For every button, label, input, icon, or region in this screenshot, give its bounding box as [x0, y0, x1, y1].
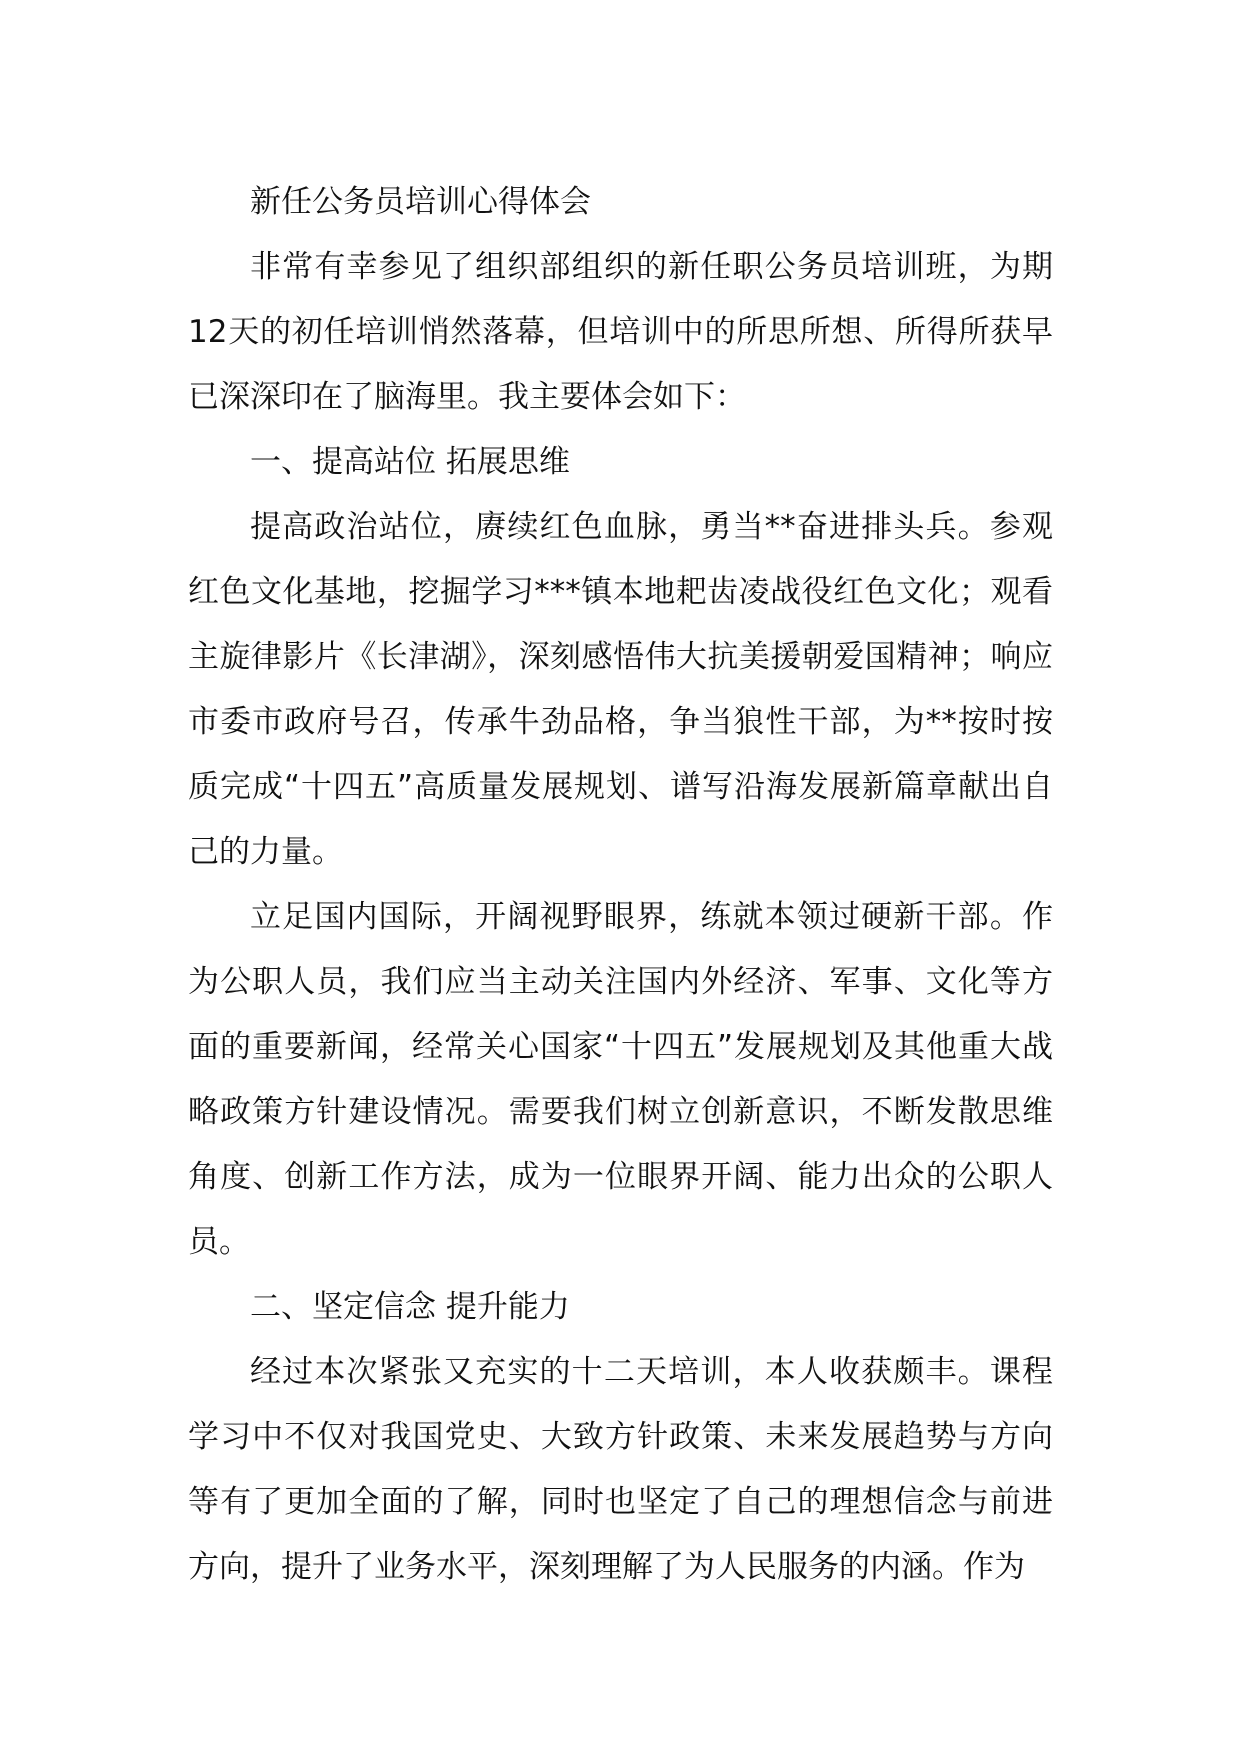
document-title: 新任公务员培训心得体会: [250, 184, 591, 220]
paragraph-training-gains: 经过本次紧张又充实的十二天培训，本人收获颇丰。课程学习中不仅对我国党史、大致方针政策、未来发展趋势与方向等有了更加全面的了解，同时也坚定了自己的理想信念与前进方向，提升了业务水平，深刻理解了为人民服务的内涵。作为: [188, 1354, 1053, 1585]
paragraph-political-stance: 提高政治站位，赓续红色血脉，勇当**奋进排头兵。参观红色文化基地，挖掘学习***镇本地耙齿凌战役红色文化；观看主旋律影片《长津湖》，深刻感悟伟大抗美援朝爱国精神；响应市委市政府号召，传承牛劲品格，争当狼性干部，为**按时按质完成“十四五”高质量发展规划、谱写沿海发展新篇章献出自己的力量。: [188, 509, 1053, 870]
paragraph-global-vision: 立足国内国际，开阔视野眼界，练就本领过硬新干部。作为公职人员，我们应当主动关注国内外经济、军事、文化等方面的重要新闻，经常关心国家“十四五”发展规划及其他重大战略政策方针建设情况。需要我们树立创新意识，不断发散思维角度、创新工作方法，成为一位眼界开阔、能力出众的公职人员。: [188, 899, 1053, 1260]
paragraph-intro: 非常有幸参见了组织部组织的新任职公务员培训班，为期12天的初任培训悄然落幕，但培训中的所思所想、所得所获早已深深印在了脑海里。我主要体会如下：: [188, 249, 1053, 415]
section-heading-1: 一、提高站位 拓展思维: [250, 444, 570, 480]
section-heading-2: 二、坚定信念 提升能力: [250, 1289, 570, 1325]
document-body: [188, 170, 1053, 1600]
